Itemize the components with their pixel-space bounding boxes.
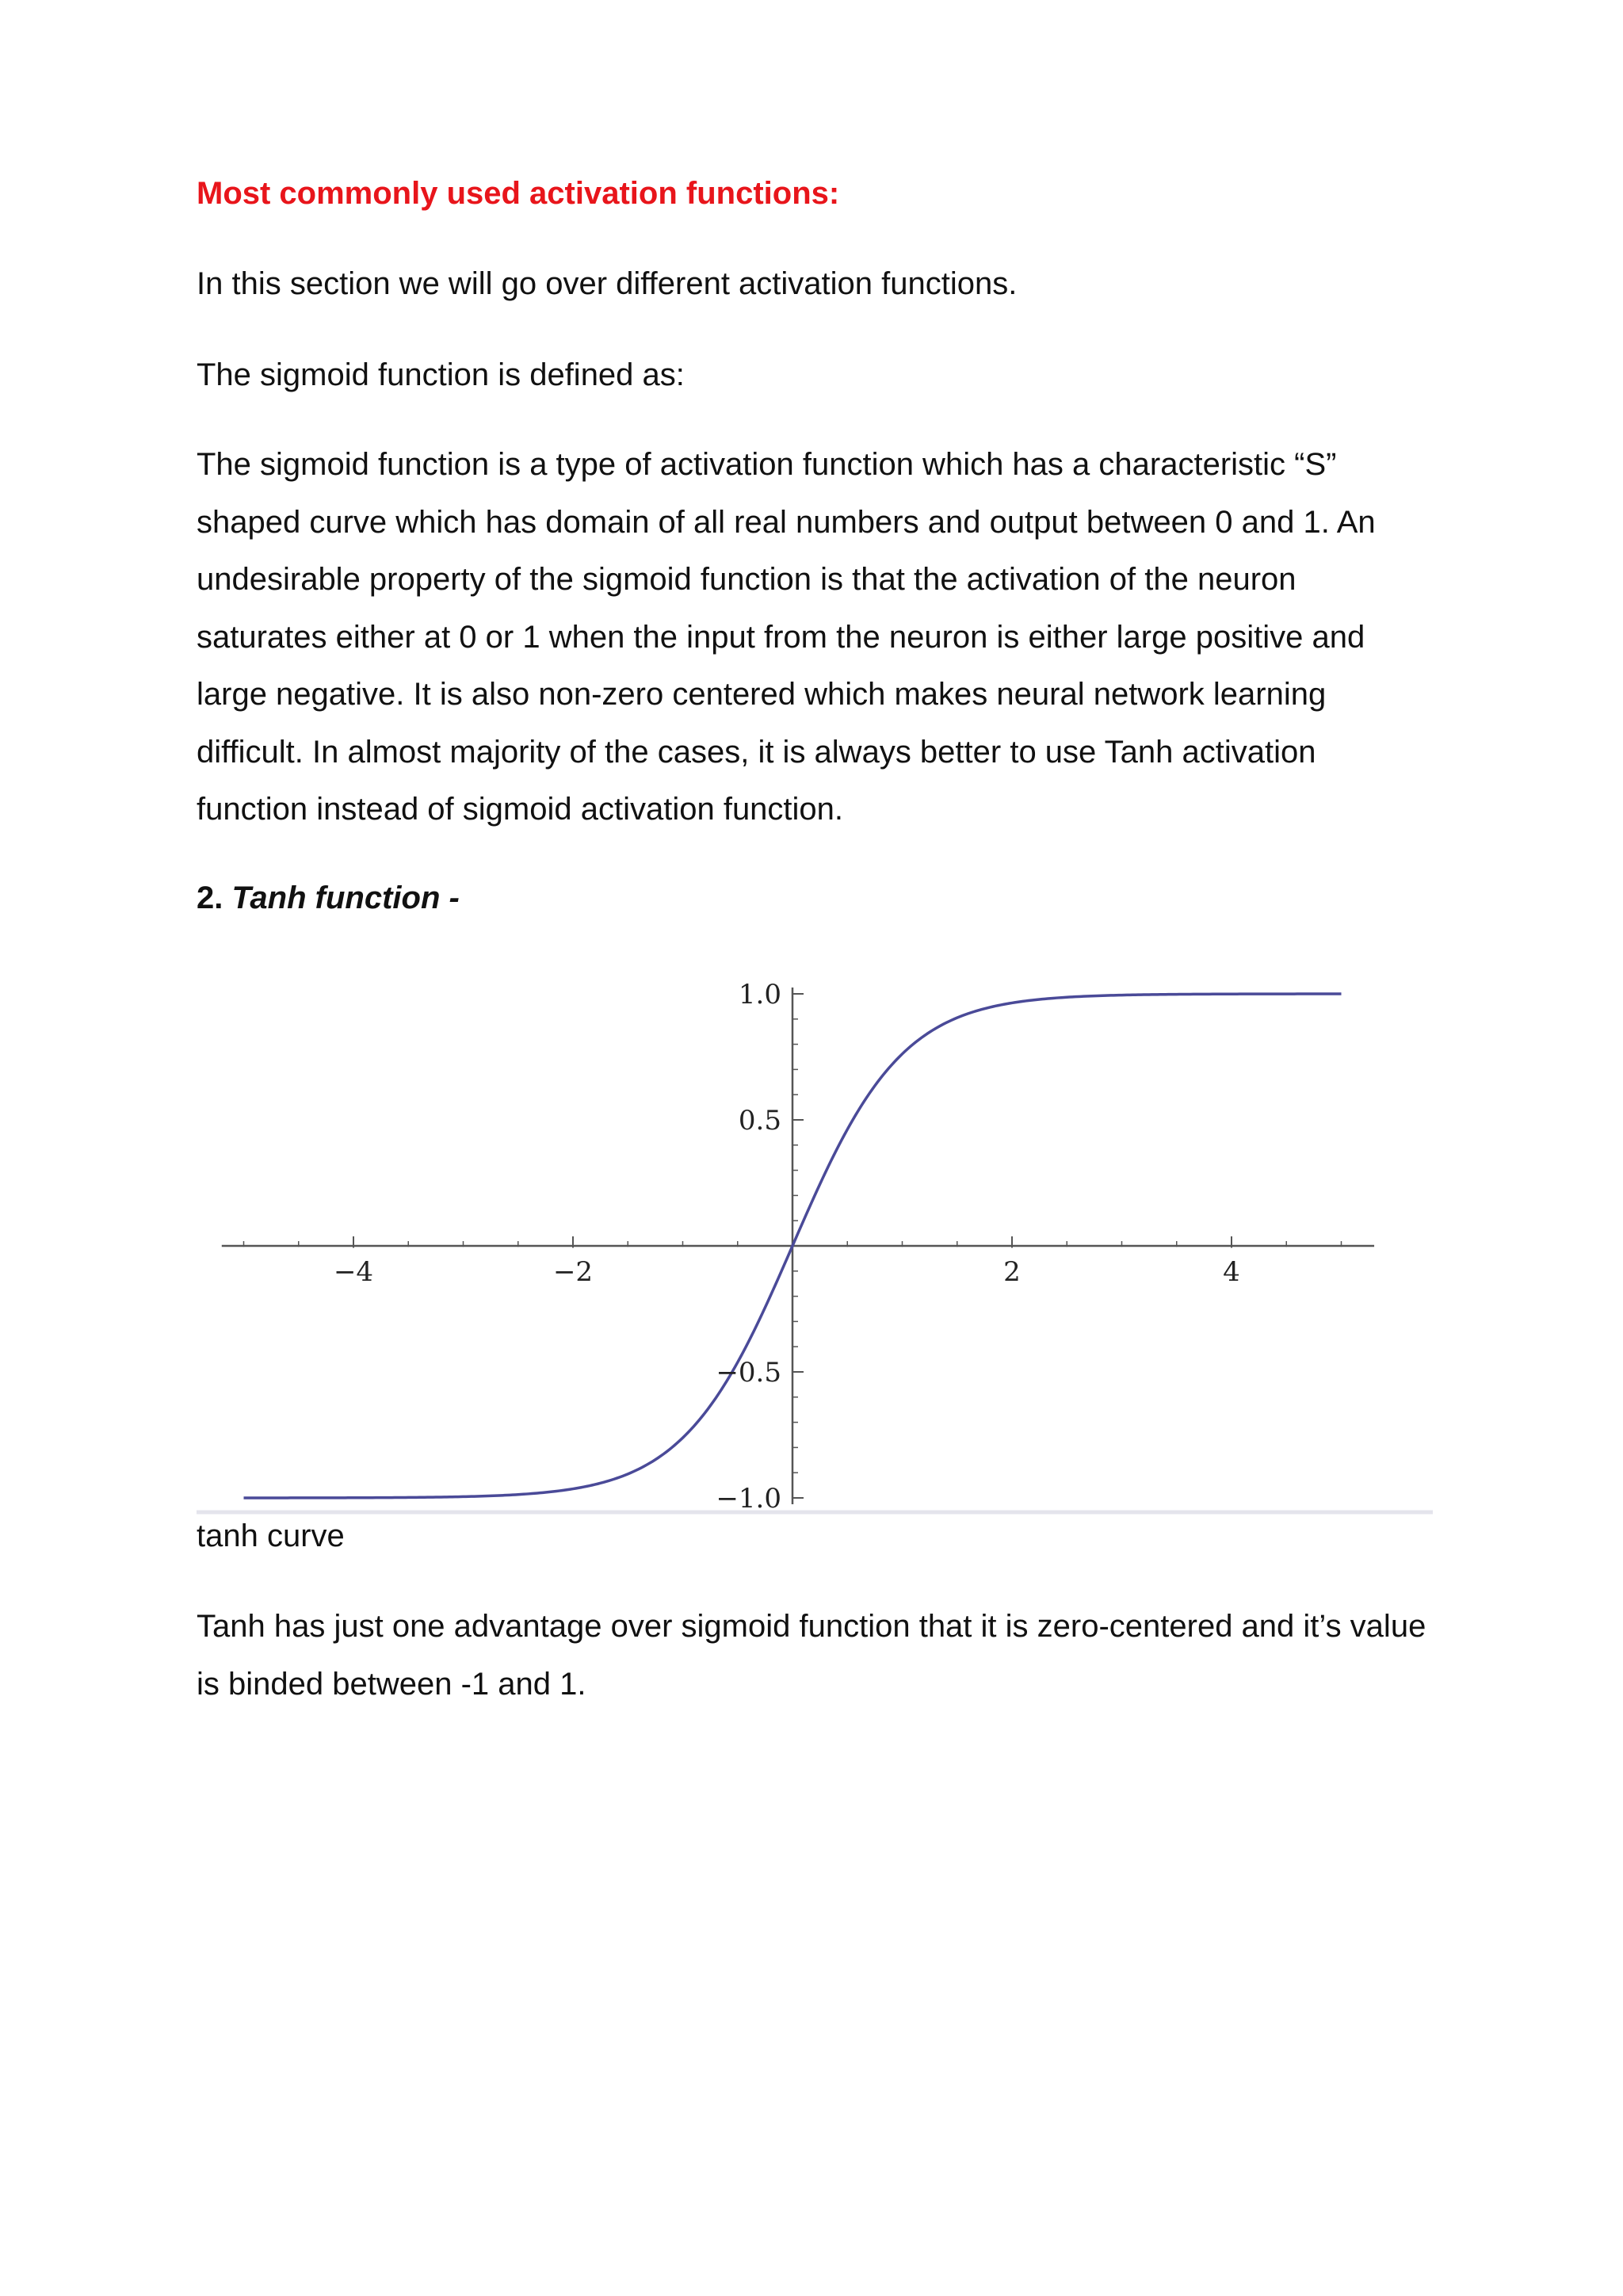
section-number: 2. [197, 881, 232, 915]
x-tick-label: 4 [1223, 1256, 1240, 1288]
x-tick-label: −2 [552, 1256, 594, 1288]
y-tick-label: −1.0 [716, 1483, 781, 1515]
tanh-chart [197, 951, 1433, 1522]
x-tick-label: 2 [1003, 1256, 1021, 1288]
sigmoid-definition-line: The sigmoid function is defined as: [197, 357, 685, 392]
figure-caption: tanh curve [197, 1519, 345, 1553]
y-tick-label: −0.5 [716, 1357, 781, 1389]
y-tick-label: 1.0 [738, 979, 781, 1010]
tanh-chart-svg [197, 951, 1433, 1522]
conclusion-paragraph: Tanh has just one advantage over sigmoid function that it is zero-centered and it’s value is binded between -1 and 1. [197, 1609, 1426, 1702]
tanh-section-heading [197, 873, 460, 923]
section-title: Tanh function - [231, 881, 460, 915]
intro-paragraph: In this section we will go over different activation functions. [197, 266, 1018, 301]
chart-background [197, 951, 1433, 1510]
section-heading: Most commonly used activation functions: [197, 176, 840, 211]
sigmoid-paragraph: The sigmoid function is a type of activation function which has a characteristic “S” shaped curve which has domain of all real numbers and output between 0 and 1. An undesirable property of the sigmoid function is that the activation of the neuron saturates either at 0 or 1 when the input from the neuron is either large positive and large negative. It is also non-zero centered which makes neural network learning difficult. In almost majority of the cases, it is always better to use Tanh activation function instead of sigmoid activation function. [197, 447, 1376, 827]
y-tick-label: 0.5 [738, 1105, 781, 1137]
x-tick-label: −4 [333, 1256, 374, 1288]
